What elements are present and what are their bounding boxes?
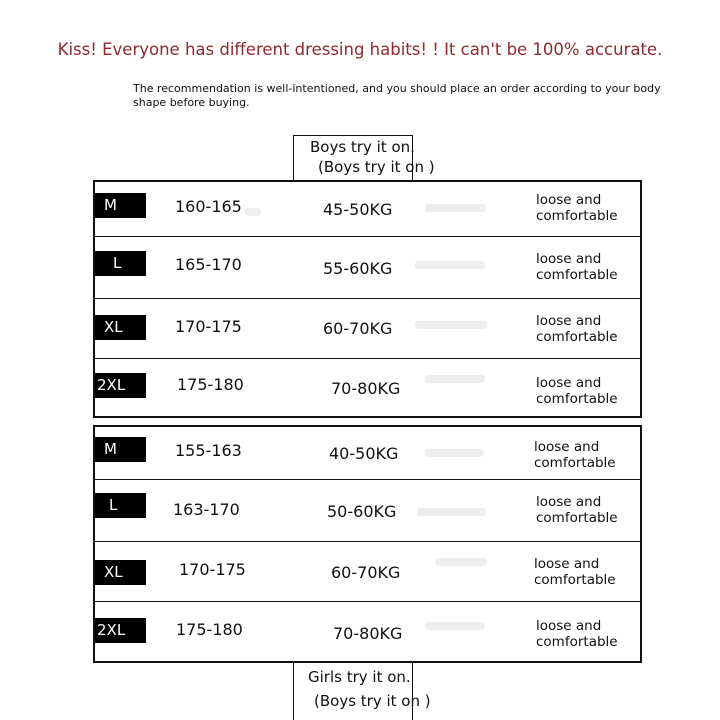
fit-note: loose and comfortable	[536, 375, 618, 407]
height-range: 170-175	[175, 317, 242, 336]
height-range: 175-180	[177, 375, 244, 394]
girls-label-line2: (Boys try it on )	[314, 692, 431, 710]
table-row	[95, 298, 640, 359]
size-badge: 2XL	[95, 618, 146, 643]
fit-note: loose and comfortable	[536, 251, 618, 283]
weight-range: 50-60KG	[327, 502, 397, 521]
headline: Kiss! Everyone has different dressing habits! ! It can't be 100% accurate.	[57, 40, 663, 59]
height-range: 155-163	[175, 441, 242, 460]
table-row	[95, 182, 640, 236]
boys-label-tab	[293, 135, 435, 181]
weight-range: 60-70KG	[323, 319, 393, 338]
height-range: 165-170	[175, 255, 242, 274]
table-row	[95, 358, 640, 417]
height-range: 163-170	[173, 500, 240, 519]
recommendation-note: The recommendation is well-intentioned, and you should place an order according to your body shape before buying.	[133, 82, 661, 109]
size-badge: M	[95, 193, 146, 218]
table-row	[95, 427, 640, 479]
height-range: 160-165	[175, 197, 242, 216]
weight-range: 40-50KG	[329, 444, 399, 463]
height-range: 175-180	[176, 620, 243, 639]
girls-label-tab	[293, 662, 431, 720]
weight-range: 70-80KG	[331, 379, 401, 398]
fit-note: loose and comfortable	[536, 494, 618, 526]
girls-label-line1: Girls try it on.	[308, 668, 411, 686]
fit-note: loose and comfortable	[534, 556, 616, 588]
size-badge: XL	[95, 560, 146, 585]
weight-range: 60-70KG	[331, 563, 401, 582]
boys-label-line1: Boys try it on.	[310, 138, 415, 156]
table-row	[95, 236, 640, 299]
weight-range: 45-50KG	[323, 200, 393, 219]
table-row	[95, 601, 640, 662]
size-badge: M	[95, 437, 146, 462]
size-badge: XL	[95, 315, 146, 340]
boys-size-table	[93, 180, 642, 418]
fit-note: loose and comfortable	[536, 313, 618, 345]
table-row	[95, 479, 640, 542]
weight-range: 70-80KG	[333, 624, 403, 643]
size-badge: L	[95, 251, 146, 276]
girls-size-table	[93, 425, 642, 663]
size-badge: 2XL	[95, 373, 146, 398]
size-badge: L	[95, 493, 146, 518]
fit-note: loose and comfortable	[536, 192, 618, 224]
weight-range: 55-60KG	[323, 259, 393, 278]
boys-label-line2: (Boys try it on )	[318, 158, 435, 176]
table-row	[95, 541, 640, 602]
fit-note: loose and comfortable	[536, 618, 618, 650]
height-range: 170-175	[179, 560, 246, 579]
fit-note: loose and comfortable	[534, 439, 616, 471]
